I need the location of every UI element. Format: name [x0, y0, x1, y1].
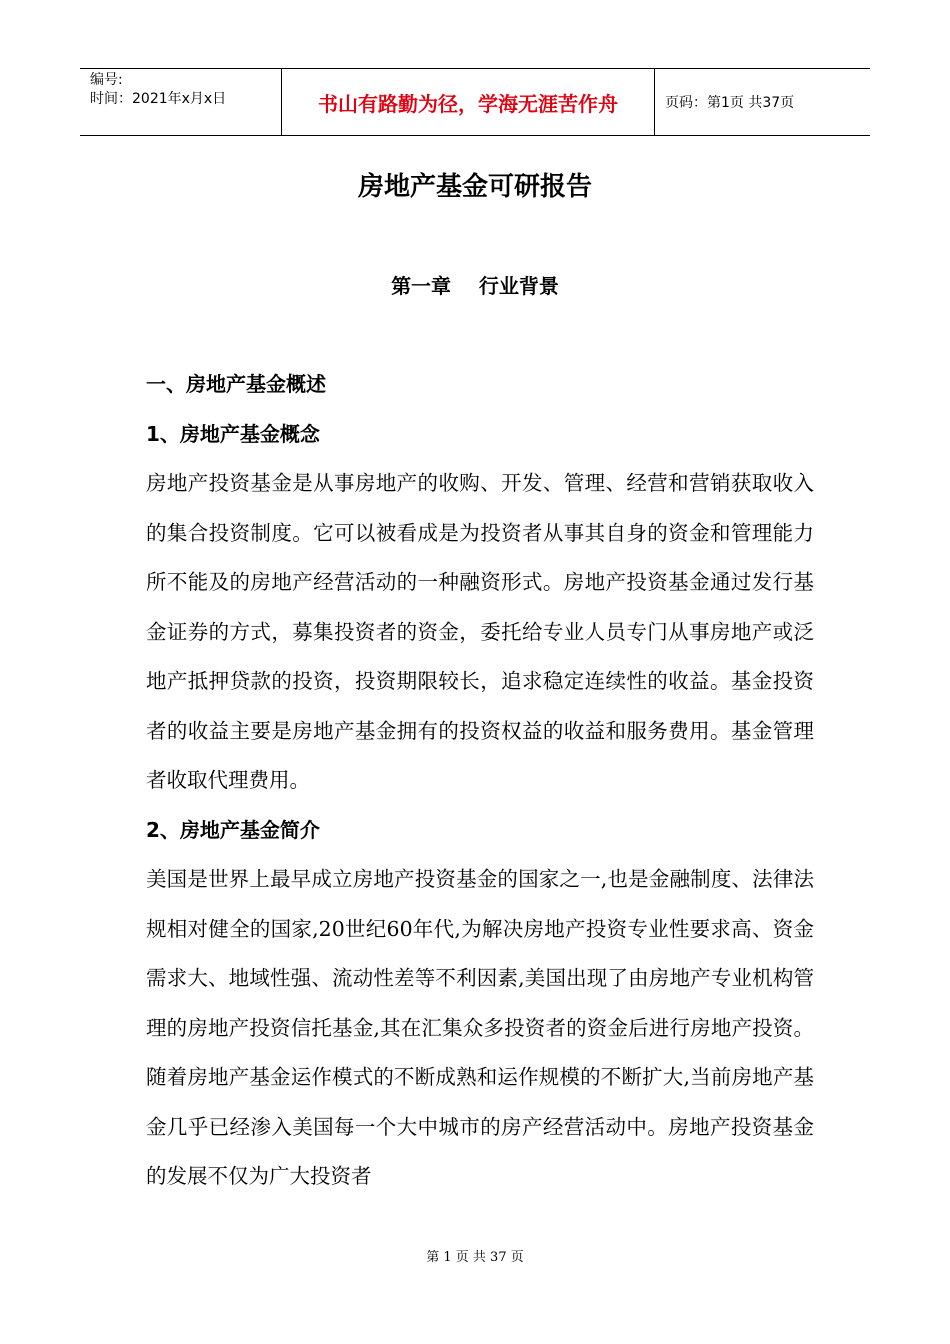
- section-heading: 一、房地产基金概述: [146, 372, 326, 396]
- subsection-heading: 2、房地产基金简介: [146, 817, 320, 842]
- time-label: 时间：2021年x月x日: [90, 91, 227, 107]
- paragraph: 房地产投资基金是从事房地产的收购、开发、管理、经营和营销获取收入的集合投资制度。它可以被看成是为投资者从事其自身的资金和管理能力所不能及的房地产经营活动的一种融资形式。房地产投资基金通过发行基金证券的方式，募集投资者的资金，委托给专业人员专门从事房地产或泛地产抵押贷款的投资，投资期限较长，追求稳定连续性的收益。基金投资者的收益主要是房地产基金拥有的投资权益的收益和服务费用。基金管理者收取代理费用。: [146, 471, 814, 792]
- header-motto: 书山有路勤为径，学海无涯苦作舟: [281, 69, 655, 135]
- chapter-heading: 第一章 行业背景: [391, 274, 559, 298]
- paragraph: 美国是世界上最早成立房地产投资基金的国家之一,也是金融制度、法律法规相对健全的国家,20世纪60年代,为解决房地产投资专业性要求高、资金需求大、地域性强、流动性差等不利因素,美国出现了由房地产专业机构管理的房地产投资信托基金,其在汇集众多投资者的资金后进行房地产投资。随着房地产基金运作模式的不断成熟和运作规模的不断扩大,当前房地产基金几乎已经渗入美国每一个大中城市的房产经营活动中。房地产投资基金的发展不仅为广大投资者: [146, 867, 814, 1188]
- subsection-heading: 1、房地产基金概念: [146, 421, 320, 446]
- number-label: 编号:: [90, 72, 123, 88]
- header-meta: [80, 69, 281, 135]
- document-title: 房地产基金可研报告: [357, 172, 592, 202]
- page-header: [80, 68, 870, 136]
- document-body: [146, 360, 814, 1202]
- page-footer: 第 1 页 共 37 页: [426, 1250, 524, 1265]
- header-page-info: 页码：第1页 共37页: [665, 95, 795, 111]
